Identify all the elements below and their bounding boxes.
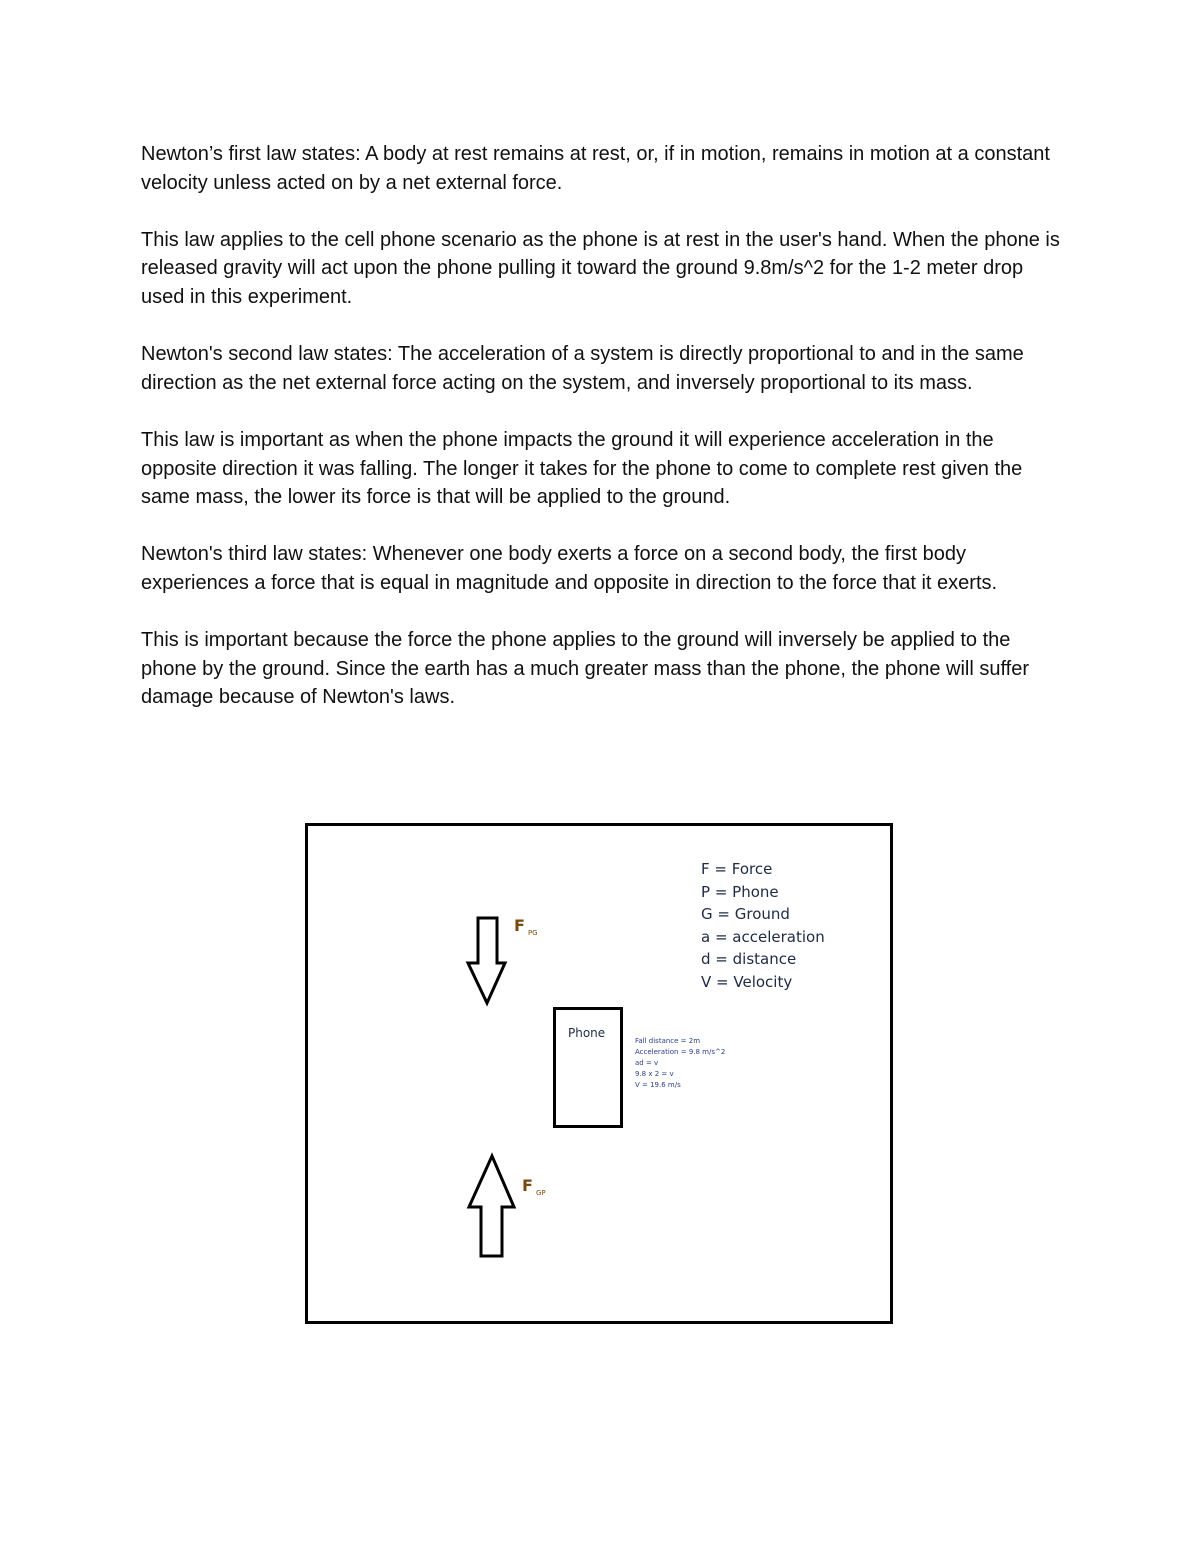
force-label-ground-on-phone: F $_{GP}$ [522,1176,546,1197]
paragraph-third-law: Newton's third law states: Whenever one body exerts a force on a second body, the first body experiences a force that is equal in magnitude and opposite in direction to the force that it exerts. [141,543,998,594]
down-arrow-icon [468,918,505,1003]
paragraph-second-law-application: This law is important as when the phone impacts the ground it will experience acceleration in the opposite direction it was falling. The longer it takes for the phone to come to complete rest given the same mass, the lower its force is that will be applied to the ground. [141,428,1023,509]
force-diagram [305,823,893,1324]
legend-item: P = Phone [701,882,779,901]
calc-line: 9.8 x 2 = v [635,1070,674,1078]
document-text [141,140,1066,740]
paragraph-first-law-application: This law applies to the cell phone scenario as the phone is at rest in the user's hand. When the phone is released gravity will act upon the phone pulling it toward the ground 9.8m/s^2 for the 1-2 meter drop used in this experiment. [141,228,1060,308]
legend-item: d = distance [701,950,797,969]
paragraph-first-law: Newton’s first law states: A body at rest remains at rest, or, if in motion, remains in motion at a constant velocity unless acted on by a net external force. [141,143,1050,194]
legend-item: F = Force [701,860,773,878]
calc-line: Fall distance = 2m [635,1037,701,1045]
up-arrow-icon [469,1156,514,1256]
calc-line: Acceleration = 9.8 m/s^2 [635,1048,726,1056]
phone-rectangle [553,1007,623,1128]
legend-item: a = acceleration [701,927,825,946]
legend-item: G = Ground [701,905,790,924]
calc-line: V = 19.6 m/s [635,1081,681,1089]
variable-legend [701,858,825,994]
paragraph-third-law-application: This is important because the force the phone applies to the ground will inversely be applied to the phone by the ground. Since the earth has a much greater mass than the phone, the phone will suffer damage because of Newton's laws. [141,629,1029,709]
velocity-calculation [635,1036,725,1091]
force-label-phone-on-ground: F $_{PG}$ [514,916,538,937]
legend-item: V = Velocity [701,972,793,991]
phone-label: Phone [568,1026,606,1040]
paragraph-second-law: Newton's second law states: The acceleration of a system is directly proportional to and in the same direction as the net external force acting on the system, and inversely proportional to its mass. [141,343,1024,394]
calc-line: ad = v [635,1059,659,1067]
